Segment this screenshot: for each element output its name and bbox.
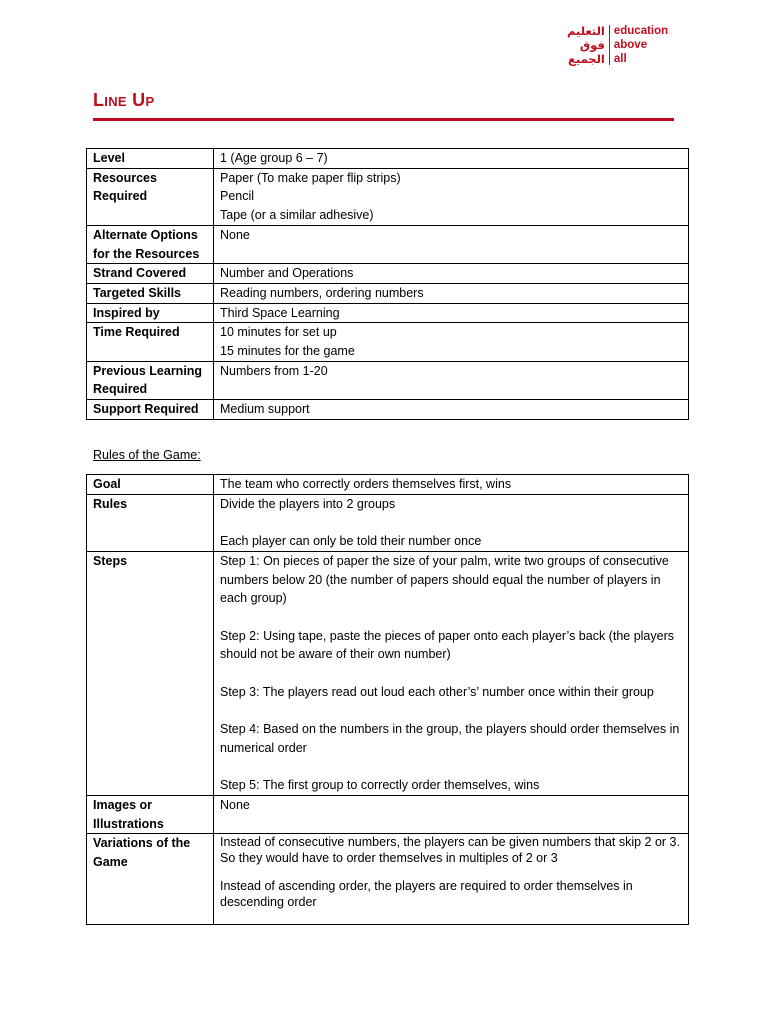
table-row xyxy=(87,323,689,361)
row-value-line: Reading numbers, ordering numbers xyxy=(220,285,424,300)
row-key: Time Required xyxy=(87,323,214,361)
table-row xyxy=(87,551,689,795)
row-value-line: 1 (Age group 6 – 7) xyxy=(220,151,328,165)
page-title: Line Up xyxy=(93,90,155,110)
row-value-line: Tape (or a similar adhesive) xyxy=(220,208,374,223)
row-key: Inspired by xyxy=(87,303,214,323)
title-underline xyxy=(93,118,674,121)
logo-english-text xyxy=(610,24,668,66)
step-1: Step 1: On pieces of paper the size of your palm, write two groups of consecutive numbers below 20 (the number of papers should equal the number of players in each group) xyxy=(220,553,669,606)
logo-arabic-line-3: الجميع xyxy=(568,52,605,66)
row-value-images: None xyxy=(214,795,689,833)
row-value xyxy=(214,149,689,169)
table-row xyxy=(87,834,689,925)
table-row xyxy=(87,149,689,169)
row-value-line: Paper (To make paper flip strips) xyxy=(220,170,401,185)
activity-info-table xyxy=(86,148,689,420)
table-row xyxy=(87,168,689,225)
row-value-line: 15 minutes for the game xyxy=(220,344,355,359)
table-row xyxy=(87,303,689,323)
logo-arabic-line-2: فوق xyxy=(579,38,605,52)
row-value-line: Medium support xyxy=(220,402,310,417)
row-value-line: None xyxy=(220,227,250,242)
row-value xyxy=(214,168,689,225)
step-5: Step 5: The first group to correctly order themselves, wins xyxy=(220,778,540,793)
row-value-steps xyxy=(214,551,689,795)
row-value-line: Pencil xyxy=(220,189,255,204)
rules-line-1: Divide the players into 2 groups xyxy=(220,496,396,511)
row-key: Resources Required xyxy=(87,168,214,225)
row-key: Alternate Options for the Resources xyxy=(87,225,214,263)
row-key: Targeted Skills xyxy=(87,283,214,303)
row-key: Previous Learning Required xyxy=(87,361,214,399)
variation-1: Instead of consecutive numbers, the players can be given numbers that skip 2 or 3. So they would have to order themselves in multiples of 2 or 3 xyxy=(220,835,680,866)
row-value-variations xyxy=(214,834,689,925)
table-row xyxy=(87,264,689,284)
education-above-all-logo xyxy=(567,24,668,66)
logo-arabic-line-1: التعليم xyxy=(567,24,605,38)
logo-arabic-text xyxy=(567,24,609,66)
row-key-rules: Rules xyxy=(87,494,214,551)
row-value xyxy=(214,303,689,323)
row-key-images: Images or Illustrations xyxy=(87,795,214,833)
row-value-line: 10 minutes for set up xyxy=(220,325,337,340)
table-row xyxy=(87,225,689,263)
row-key-variations: Variations of the Game xyxy=(87,834,214,925)
row-key: Level xyxy=(87,149,214,169)
table-row xyxy=(87,795,689,833)
row-value xyxy=(214,283,689,303)
step-4: Step 4: Based on the numbers in the group, the players should order themselves in numerical order xyxy=(220,722,680,755)
rules-heading: Rules of the Game: xyxy=(93,448,201,462)
row-value-rules xyxy=(214,494,689,551)
row-value-line: Numbers from 1-20 xyxy=(220,363,328,378)
row-key: Support Required xyxy=(87,400,214,420)
row-value xyxy=(214,361,689,399)
row-key-steps: Steps xyxy=(87,551,214,795)
step-3: Step 3: The players read out loud each other’s’ number once within their group xyxy=(220,684,654,699)
row-value xyxy=(214,323,689,361)
row-value xyxy=(214,225,689,263)
row-value xyxy=(214,400,689,420)
row-value-goal: The team who correctly orders themselves first, wins xyxy=(214,475,689,495)
row-key: Strand Covered xyxy=(87,264,214,284)
row-key-goal: Goal xyxy=(87,475,214,495)
row-value-line: Number and Operations xyxy=(220,266,354,281)
row-value xyxy=(214,264,689,284)
table-row xyxy=(87,475,689,495)
table-row xyxy=(87,283,689,303)
logo-english-line-1: education xyxy=(613,25,669,37)
table-row xyxy=(87,400,689,420)
table-row xyxy=(87,361,689,399)
logo-english-line-2: above xyxy=(613,39,648,51)
rules-table xyxy=(86,474,689,925)
table-row xyxy=(87,494,689,551)
step-2: Step 2: Using tape, paste the pieces of paper onto each player’s back (the players should not be aware of their own number) xyxy=(220,628,674,662)
variation-2: Instead of ascending order, the players are required to order themselves in descending order xyxy=(220,879,633,910)
rules-line-2: Each player can only be told their number once xyxy=(220,534,482,549)
logo-english-line-3: all xyxy=(613,53,627,65)
row-value-line: Third Space Learning xyxy=(220,305,340,320)
